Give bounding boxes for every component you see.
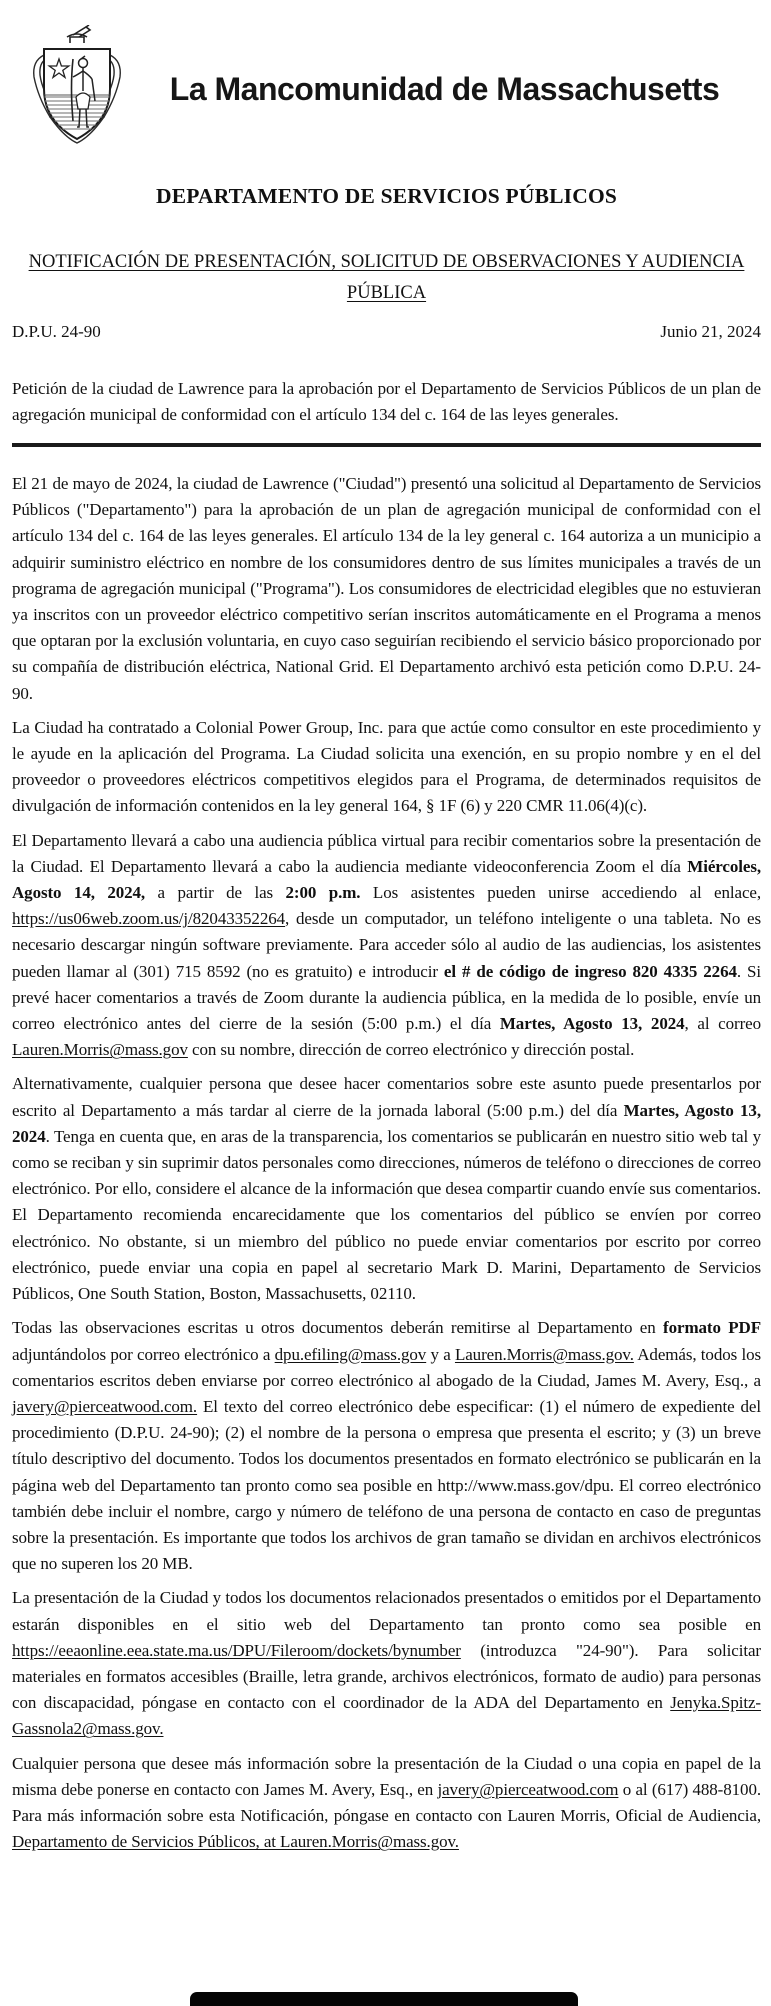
text-segment: La Ciudad ha contratado a Colonial Power Group, Inc. para que actúe como consultor en este procedimiento y le ayude en la aplicación del Programa. La Ciudad solicita una exención, en su propio nombre y en el del proveedor o proveedores eléctricos competitivos elegidos para el Programa, de determinados requisitos de divulgación de información contenidos en la ley general 164, § 1F (6) y 220 CMR 11.06(4)(c). (12, 717, 761, 816)
text-segment: El texto del correo electrónico debe especificar: (1) el número de expediente del procedimiento (D.P.U. 24-90); (2) el nombre de la persona o empresa que presenta el escrito; y (3) un breve título descriptivo del documento. Todos los documentos presentados en formato electrónico se publicarán en la página web del Departamento tan pronto como sea posible en http://www.mass.gov/dpu. El correo electrónico también debe incluir el nombre, cargo y número de teléfono de una persona de contacto en caso de preguntas sobre la presentación. Es importante que todos los archivos de gran tamaño se dividan en archivos electrónicos que no superen los 20 MB. (12, 1396, 761, 1574)
text-segment: Además, todos los comentarios escritos deben enviarse por correo electrónico al abogado de la Ciudad, James M. Avery, Esq., a (12, 1344, 761, 1390)
paragraph (12, 715, 761, 820)
paragraph (12, 828, 761, 1064)
paragraph (12, 1315, 761, 1577)
text-segment: con su nombre, dirección de correo electrónico y dirección postal. (187, 1040, 635, 1060)
text-segment: . Si prevé hacer comentarios a través de Zoom durante la audiencia pública, en la medida de lo posible, envíe un correo electrónico antes del cierre de la sesión (5:00 p.m.) el día (12, 961, 761, 1034)
department-heading: DEPARTAMENTO DE SERVICIOS PÚBLICOS (155, 184, 618, 208)
text-segment: Alternativamente, cualquier persona que desee hacer comentarios sobre este asunto puede presentarlos por escrito al Departamento a más tardar al cierre de la jornada laboral (5:00 p.m.) del día (12, 1074, 761, 1120)
text-segment: , al correo (684, 1014, 761, 1034)
bold-text: Martes, Agosto 13, 2024 (12, 1100, 761, 1146)
section-divider (12, 443, 761, 447)
summary-paragraph: Petición de la ciudad de Lawrence para la aprobación por el Departamento de Servicios Públicos de un plan de agregación municipal de conformidad con el artículo 134 del c. 164 de las leyes generales. (12, 379, 761, 424)
text-segment: . Tenga en cuenta que, en aras de la transparencia, los comentarios se publicarán en nuestro sitio web tal y como se reciban y sin suprimir datos personales como direcciones, números de teléfono o direcciones de correo electrónico. Por ello, considere el alcance de la información que desea compartir cuando envíe sus comentarios. El Departamento recomienda encarecidamente que los comentarios del público se envíen por correo electrónico. No obstante, si un miembro del público no puede enviar comentarios por escrito por correo electrónico, puede enviar una copia en papel al secretario Mark D. Marini, Departamento de Servicios Públicos, One South Station, Boston, Massachusetts, 02110. (12, 1126, 761, 1304)
text-segment: adjuntándolos por correo electrónico a (12, 1344, 275, 1364)
docket-number: D.P.U. 24-90 (12, 322, 101, 341)
bottom-floating-bar[interactable] (190, 1992, 578, 2006)
bold-text: Martes, Agosto 13, 2024 (499, 1014, 685, 1034)
link[interactable]: javery@pierceatwood.com (437, 1779, 619, 1799)
link[interactable]: javery@pierceatwood.com. (12, 1396, 198, 1416)
text-segment: La presentación de la Ciudad y todos los documentos relacionados presentados o emitidos por el Departamento estarán disponibles en el sitio web del Departamento tan pronto como sea posible en (12, 1588, 761, 1634)
text-segment: y a (426, 1344, 455, 1364)
link[interactable]: Departamento de Servicios Públicos, at Lauren.Morris@mass.gov. (12, 1832, 459, 1852)
notice-heading: NOTIFICACIÓN DE PRESENTACIÓN, SOLICITUD DE OBSERVACIONES Y AUDIENCIA PÚBLICA (28, 252, 745, 303)
link[interactable]: Jenyka.Spitz-Gassnola2@mass.gov. (12, 1693, 761, 1739)
document-body (12, 471, 761, 1855)
text-segment: El 21 de mayo de 2024, la ciudad de Lawrence ("Ciudad") presentó una solicitud al Departamento de Servicios Públicos ("Departamento") para la aprobación de un plan de agregación municipal de conformidad con el artículo 134 del c. 164 de las leyes generales. El artículo 134 de la ley general c. 164 autoriza a un municipio a adquirir suministro eléctrico en nombre de los consumidores dentro de sus límites municipales a través de un programa de agregación municipal ("Programa"). Los consumidores de electricidad elegibles que no estuvieran ya inscritos con un proveedor eléctrico competitivo serían inscritos automáticamente en el Programa a menos que optaran por la exclusión voluntaria, en cuyo caso seguirían recibiendo el servicio básico proporcionado por su compañía de distribución eléctrica, National Grid. El Departamento archivó esta petición como D.P.U. 24-90. (12, 474, 761, 703)
link[interactable]: https://us06web.zoom.us/j/82043352264 (12, 909, 286, 929)
docket-row (12, 322, 761, 342)
paragraph (12, 1071, 761, 1307)
bold-text: 2:00 p.m. (285, 883, 361, 903)
link[interactable]: dpu.efiling@mass.gov (274, 1344, 427, 1364)
text-segment: , desde un computador, un teléfono inteligente o una tableta. No es necesario descargar ningún software previamente. Para acceder sólo al audio de las audiencias, los asistentes pueden llamar al (301) 715 8592 (no es gratuito) e introducir (12, 909, 761, 981)
bold-text: Miércoles, Agosto 14, 2024, (12, 856, 761, 903)
text-segment: (introduzca "24-90"). Para solicitar materiales en formatos accesibles (Braille, letra grande, archivos electrónicos, formato de audio) para personas con discapacidad, póngase en contacto con el coordinador de la ADA del Departamento en (12, 1640, 761, 1713)
text-segment: Todas las observaciones escritas u otros documentos deberán remitirse al Departamento en (12, 1318, 664, 1338)
paragraph (12, 1585, 761, 1742)
link[interactable]: Lauren.Morris@mass.gov. (454, 1344, 634, 1364)
text-segment: o al (617) 488-8100. Para más información sobre esta Notificación, póngase en contacto con Lauren Morris, Oficial de Audiencia, (12, 1779, 761, 1825)
text-segment: Cualquier persona que desee más información sobre la presentación de la Ciudad o una copia en papel de la misma debe ponerse en contacto con James M. Avery, Esq., en (12, 1753, 761, 1799)
bold-text: formato PDF (663, 1318, 761, 1338)
link[interactable]: https://eeaonline.eea.state.ma.us/DPU/Fileroom/dockets/bynumber (12, 1640, 461, 1660)
commonwealth-title: La Mancomunidad de Massachusetts (169, 70, 720, 107)
notice-date: Junio 21, 2024 (660, 322, 761, 341)
text-segment: El Departamento llevará a cabo una audiencia pública virtual para recibir comentarios sobre la presentación de la Ciudad. El Departamento llevará a cabo la audiencia mediante videoconferencia Zoom el día (12, 830, 761, 876)
paragraph (12, 471, 761, 707)
link[interactable]: Lauren.Morris@mass.gov (12, 1040, 188, 1060)
massachusetts-seal-icon (26, 25, 128, 153)
text-segment: a partir de las (145, 883, 286, 903)
document-header (12, 24, 761, 154)
paragraph (12, 1751, 761, 1856)
text-segment: Los asistentes pueden unirse accediendo al enlace, (360, 883, 761, 903)
bold-text: el # de código de ingreso 820 4335 2264 (443, 961, 737, 981)
